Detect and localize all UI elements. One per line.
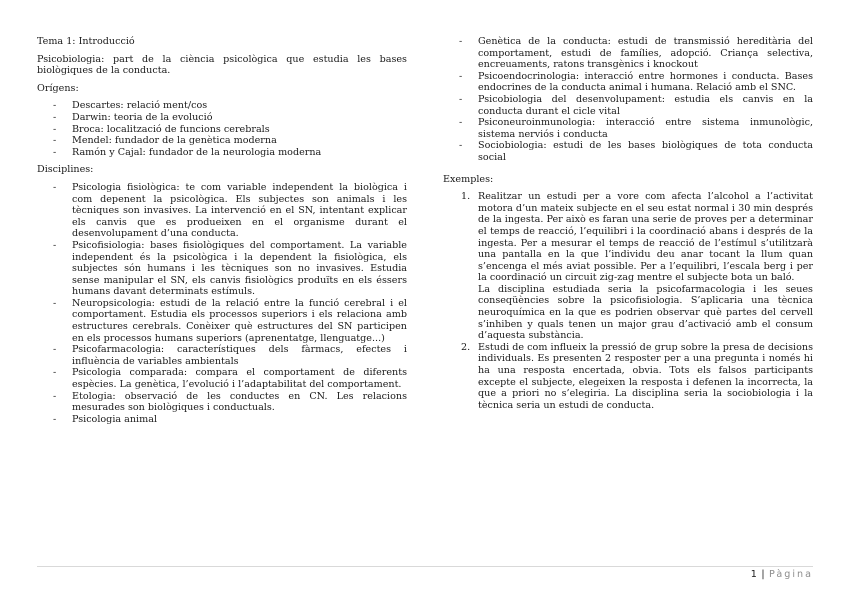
page-label: Pàgina [769, 569, 813, 580]
example-conclusion: La disciplina estudiada seria la psicofarmacologia i les seues conseqüències sobre la psicofisiologia. S’aplicaria una tècnica neuroquímica en la que es podrien observar què partes del cervell s’inhiben y quals tenen un major grau d’activació amb el consum d’aquesta substància. [478, 283, 813, 342]
disciplines-list-continued [443, 36, 813, 164]
disciplines-list [37, 182, 407, 425]
list-item: - Psicologia comparada: compara el comportament de diferents espècies. La genètica, l’evolució i l’adaptabilitat del comportament. [37, 367, 407, 390]
list-item: - Etologia: observació de les conductes en CN. Les relacions mesurades son biològiques i conductuals. [37, 391, 407, 414]
page-number: 1 [750, 569, 758, 580]
origins-list [37, 100, 407, 158]
list-item: - Psicofarmacologia: característiques dels fàrmacs, efectes i influència de variables ambientals [37, 344, 407, 367]
list-item: - Psicoendocrinologia: interacció entre hormones i conducta. Bases endocrines de la conducta animal i humana. Relació amb el SNC. [443, 71, 813, 94]
list-item: - Psicobiologia del desenvolupament: estudia els canvis en la conducta durant el cicle vital [443, 94, 813, 117]
list-item: - Neuropsicologia: estudi de la relació entre la funció cerebral i el comportament. Estudia els processos superiors i els relaciona amb estructures cerebrals. Conèixer què estructures del SN participen en els processos humans superiors (aprenentatge, llenguatge...) [37, 298, 407, 344]
example-item [443, 191, 813, 342]
example-text: Realitzar un estudi per a vore com afecta l’alcohol a l’activitat motora d’un mateix subjecte en el seu estat normal i 30 min després de la ingesta. Per això es faran una serie de proves per a determinar el temps de reacció, l’equilibri i la coordinació abans i després de la ingesta. Per a mesurar el temps de reacció de l’estímul s’utilitzarà una pantalla en la que l’individu deu anar tocant la llum quan s’encenga el més aviat possible. Per a l’equilibri, l’escala berg i per la coordinació un circuit zig-zag mentre el subjecte bota un baló. [478, 191, 813, 284]
examples-list [443, 191, 813, 411]
example-number: 2. [461, 341, 471, 353]
list-item: - Broca: localització de funcions cerebrals [37, 124, 407, 136]
list-item: - Genètica de la conducta: estudi de transmissió hereditària del comportament, estudi de famílies, adopció. Criança selectiva, encreuaments, ratons transgènics i knockout [443, 36, 813, 71]
list-item: - Psicologia fisiològica: te com variable independent la biològica i com depenent la psicològica. Els subjectes son animals i les tècniques son invasives. La intervenció en el SN, intentant explicar els canvis que es produeixen en el organisme durant el desenvolupament d’una conducta. [37, 182, 407, 240]
definition-paragraph: Psicobiologia: part de la ciència psicològica que estudia les bases biològiques de la conducta. [37, 53, 407, 77]
list-item: - Psicologia animal [37, 414, 407, 426]
example-text: Estudi de com influeix la pressió de grup sobre la presa de decisions individuals. Es presenten 2 resposter per a una pregunta i només hi ha una resposta encertada, obvia. Tots els falsos participants excepte el subjecte, elegeixen la resposta i defenen la incorrecta, la que a priori no s’elegiria. La disciplina seria la sociobiologia i la tècnica seria un estudi de conducta. [478, 341, 813, 411]
origins-heading: Orígens: [37, 82, 79, 94]
example-number: 1. [461, 191, 471, 203]
footer-separator: | [761, 569, 766, 580]
right-column [443, 36, 813, 411]
list-item: - Psicofisiologia: bases fisiològiques del comportament. La variable independent és la psicològica i la dependent la fisiològica, els subjectes són humans i les tècniques son no invasives. Estudia sense manipular el SN, els canvis fisiològics produïts en els éssers humans davant determinats estímuls. [37, 240, 407, 298]
list-item: - Darwin: teoria de la evolució [37, 112, 407, 124]
left-column [37, 36, 407, 431]
disciplines-heading: Disciplines: [37, 164, 94, 176]
list-item: - Psiconeuroinmunologia: interacció entre sistema inmunològic, sistema nerviós i conducta [443, 117, 813, 140]
doc-title: Tema 1: Introducció [37, 36, 135, 47]
example-item [443, 342, 813, 412]
list-item: - Mendel: fundador de la genètica moderna [37, 135, 407, 147]
list-item: - Descartes: relació ment/cos [37, 100, 407, 112]
list-item: - Sociobiologia: estudi de les bases biològiques de tota conducta social [443, 140, 813, 163]
list-item: - Ramón y Cajal: fundador de la neurologia moderna [37, 147, 407, 159]
page-footer [751, 569, 813, 580]
footer-divider [37, 566, 813, 567]
examples-heading: Exemples: [443, 173, 494, 185]
